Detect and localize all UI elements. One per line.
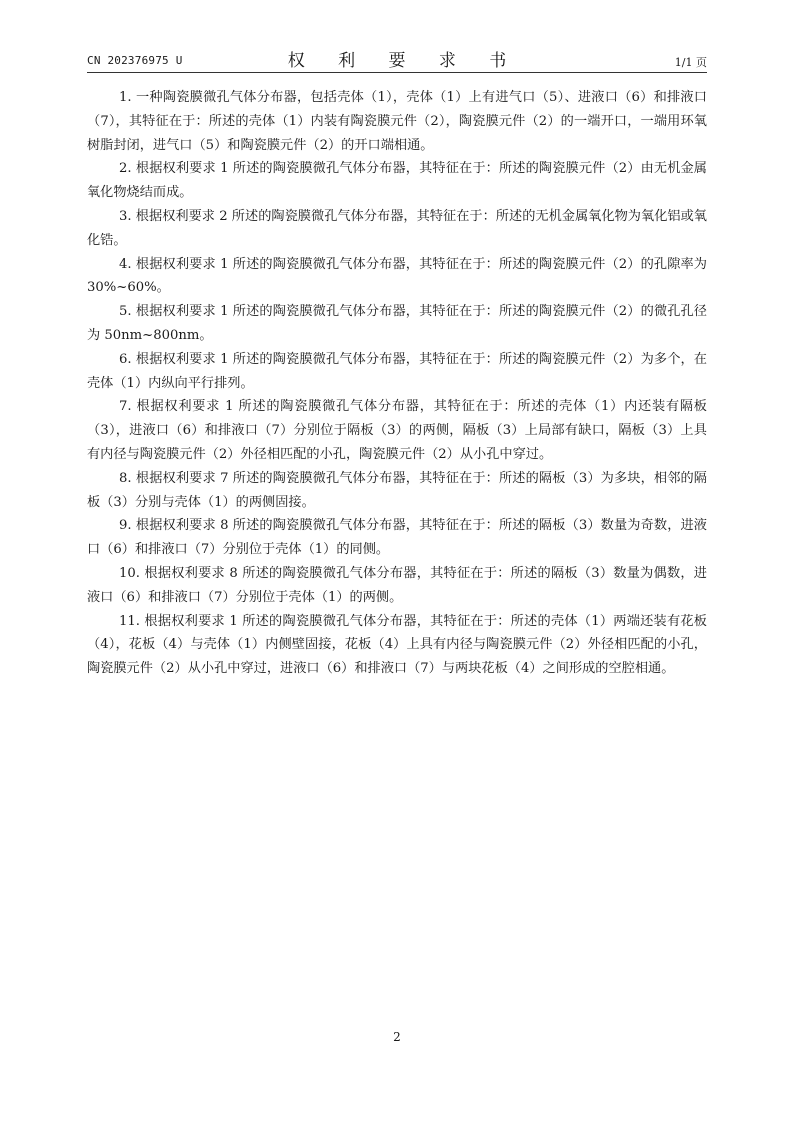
- page-header: [87, 44, 707, 70]
- claim-4: 4. 根据权利要求 1 所述的陶瓷膜微孔气体分布器，其特征在于：所述的陶瓷膜元件（2）的孔隙率为 30%~60%。: [87, 256, 707, 296]
- claim-11: 11. 根据权利要求 1 所述的陶瓷膜微孔气体分布器，其特征在于：所述的壳体（1）两端还装有花板（4），花板（4）与壳体（1）内侧壁固接，花板（4）上具有内径与陶瓷膜元件（2）外径相匹配的小孔，陶瓷膜元件（2）从小孔中穿过，进液口（6）和排液口（7）与两块花板（4）之间形成的空腔相通。: [87, 613, 707, 677]
- page-number: 2: [393, 1030, 401, 1044]
- publication-number: CN 202376975 U: [87, 54, 183, 67]
- document-title: 权 利 要 求 书: [287, 51, 521, 71]
- claim-9: 9. 根据权利要求 8 所述的陶瓷膜微孔气体分布器，其特征在于：所述的隔板（3）数量为奇数，进液口（6）和排液口（7）分别位于壳体（1）的同侧。: [87, 518, 707, 558]
- claim-7: 7. 根据权利要求 1 所述的陶瓷膜微孔气体分布器，其特征在于：所述的壳体（1）内还装有隔板（3），进液口（6）和排液口（7）分别位于隔板（3）的两侧，隔板（3）上局部有缺口，隔板（3）上具有内径与陶瓷膜元件（2）外径相匹配的小孔，陶瓷膜元件（2）从小孔中穿过。: [87, 399, 707, 462]
- claim-6: 6. 根据权利要求 1 所述的陶瓷膜微孔气体分布器，其特征在于：所述的陶瓷膜元件（2）为多个，在壳体（1）内纵向平行排列。: [87, 351, 707, 391]
- claim-10: 10. 根据权利要求 8 所述的陶瓷膜微孔气体分布器，其特征在于：所述的隔板（3）数量为偶数，进液口（6）和排液口（7）分别位于壳体（1）的两侧。: [87, 565, 707, 605]
- claim-1: 1. 一种陶瓷膜微孔气体分布器，包括壳体（1），壳体（1）上有进气口（5）、进液口（6）和排液口（7），其特征在于：所述的壳体（1）内装有陶瓷膜元件（2），陶瓷膜元件（2）的一端开口，一端用环氧树脂封闭，进气口（5）和陶瓷膜元件（2）的开口端相通。: [87, 90, 707, 153]
- claim-2: 2. 根据权利要求 1 所述的陶瓷膜微孔气体分布器，其特征在于：所述的陶瓷膜元件（2）由无机金属氧化物烧结而成。: [87, 161, 707, 201]
- header-divider: [87, 72, 707, 73]
- page-info: 1/1 页: [674, 56, 707, 69]
- claims-list: [87, 86, 707, 681]
- claim-5: 5. 根据权利要求 1 所述的陶瓷膜微孔气体分布器，其特征在于：所述的陶瓷膜元件（2）的微孔孔径为 50nm~800nm。: [87, 304, 707, 343]
- claim-3: 3. 根据权利要求 2 所述的陶瓷膜微孔气体分布器，其特征在于：所述的无机金属氧化物为氧化铝或氧化锆。: [87, 208, 707, 248]
- claim-8: 8. 根据权利要求 7 所述的陶瓷膜微孔气体分布器，其特征在于：所述的隔板（3）为多块，相邻的隔板（3）分别与壳体（1）的两侧固接。: [87, 470, 707, 510]
